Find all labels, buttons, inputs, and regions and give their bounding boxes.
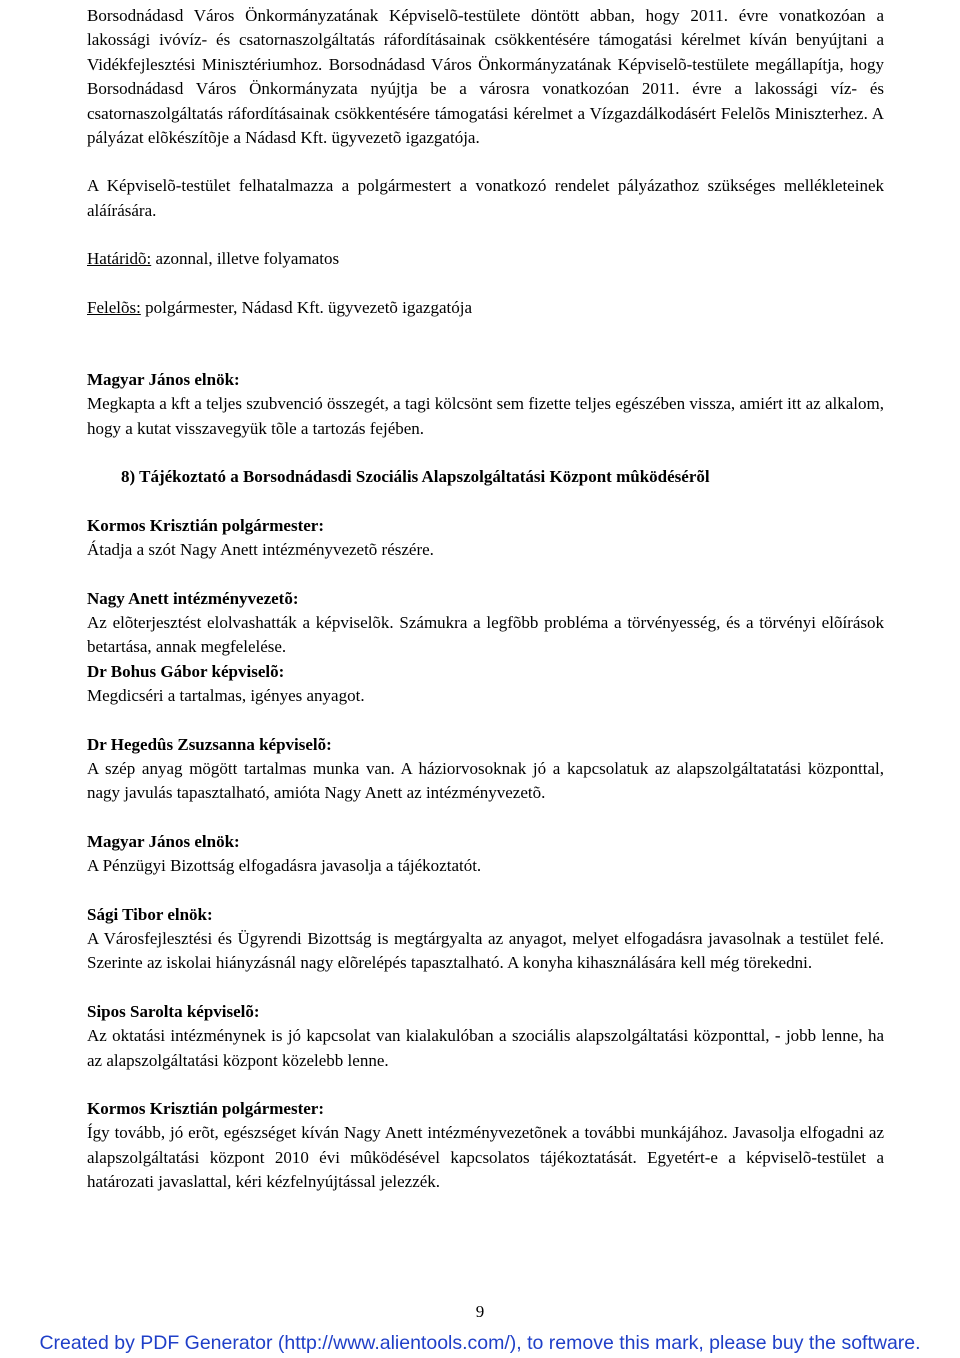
- pdf-generator-watermark: Created by PDF Generator (http://www.alientools.com/), to remove this mark, please buy the software.: [39, 1332, 921, 1354]
- speech-text: A Pénzügyi Bizottság elfogadásra javasolja a tájékoztatót.: [87, 856, 482, 876]
- speaker-sagi-tibor: Sági Tibor elnök:: [87, 904, 213, 924]
- speech-text: A Városfejlesztési és Ügyrendi Bizottság is megtárgyalta az anyagot, melyet elfogadásra javasolnak a testület felé. Szerinte az iskolai hiányzásnál nagy elõrelépés tapasztalható. A konyha kihasználására kell még törekedni.: [87, 928, 884, 973]
- speech-text: Megkapta a kft a teljes szubvenció összegét, a tagi kölcsönt sem fizette teljes egészében vissza, amiért itt az alkalom, hogy a kutat visszavegyük tõle a tartozás fejében.: [87, 394, 884, 438]
- speaker-sipos-sarolta: Sipos Sarolta képviselõ:: [87, 1001, 260, 1021]
- speaker-kormos-krisztian: Kormos Krisztián polgármester:: [87, 515, 324, 535]
- agenda-item-heading: 8) Tájékoztató a Borsodnádasdi Szociális Alapszolgáltatási Központ mûködésérõl: [121, 467, 710, 487]
- speech-text: Az elõterjesztést elolvashatták a képviselõk. Számukra a legfõbb probléma a törvényesség, és a törvényi elõírások betartása, annak megfelelése.: [87, 612, 884, 657]
- speaker-magyar-janos: Magyar János elnök:: [87, 831, 240, 851]
- speech-text: Átadja a szót Nagy Anett intézményvezetõ részére.: [87, 540, 434, 560]
- speech-text: Az oktatási intézménynek is jó kapcsolat van kialakulóban a szociális alapszolgáltatási központtal, - jobb lenne, ha az alapszolgáltatási központ közelebb lenne.: [87, 1026, 884, 1070]
- deadline-label: Határidõ:: [87, 249, 152, 269]
- deadline-line: [87, 247, 884, 271]
- speaker-hegedus-zsuzsanna: Dr Hegedûs Zsuzsanna képviselõ:: [87, 734, 332, 754]
- speech-text: A szép anyag mögött tartalmas munka van. A háziorvosoknak jó a kapcsolatuk az alapszolgáltatatási központtal, nagy javulás tapasztalható, amióta Nagy Anett az intézményvezetõ.: [87, 758, 884, 803]
- deadline-value: azonnal, illetve folyamatos: [151, 249, 340, 269]
- page-number: 9: [475, 1302, 485, 1321]
- speech-text: Így tovább, jó erõt, egészséget kíván Nagy Anett intézményvezetõnek a további munkájához. Javasolja elfogadni az alapszolgáltatási központ 2010 évi mûködésével kapcsolatos tájékoztatását. Egyetért-e a képviselõ-testület a határozati javaslattal, kéri kézfelnyújtással jelezzék.: [87, 1123, 884, 1192]
- responsible-line: [87, 296, 884, 320]
- document-page: [87, 4, 884, 1195]
- authorization-paragraph: A Képviselõ-testület felhatalmazza a polgármestert a vonatkozó rendelet pályázathoz szükséges mellékleteinek aláírására.: [87, 176, 884, 220]
- speaker-nagy-anett: Nagy Anett intézményvezetõ:: [87, 588, 299, 608]
- speaker-magyar-janos: Magyar János elnök:: [87, 370, 240, 390]
- speaker-bohus-gabor: Dr Bohus Gábor képviselõ:: [87, 661, 285, 681]
- responsible-label: Felelõs:: [87, 297, 141, 317]
- speech-text: Megdicséri a tartalmas, igényes anyagot.: [87, 686, 365, 706]
- speaker-kormos-krisztian: Kormos Krisztián polgármester:: [87, 1099, 324, 1118]
- responsible-value: polgármester, Nádasd Kft. ügyvezetõ igazgatója: [140, 297, 473, 317]
- resolution-paragraph: Borsodnádasd Város Önkormányzatának Képviselõ-testülete döntött abban, hogy 2011. évre vonatkozóan a lakossági ivóvíz- és csatornaszolgáltatás ráfordításainak csökkentésére támogatási kérelmet kíván benyújtani a Vidékfejlesztési Minisztériumhoz. Borsodnádasd Város Önkormányzatának Képviselõ-testülete megállapítja, hogy Borsodnádasd Város Önkormányzata nyújtja be a városra vonatkozóan 2011. évre a lakossági víz- és csatornaszolgáltatás ráfordításainak csökkentésére támogatási kérelmet a Vízgazdálkodásért Felelõs Miniszterhez. A pályázat elõkészítõje a Nádasd Kft. ügyvezetõ igazgatója.: [87, 6, 884, 148]
